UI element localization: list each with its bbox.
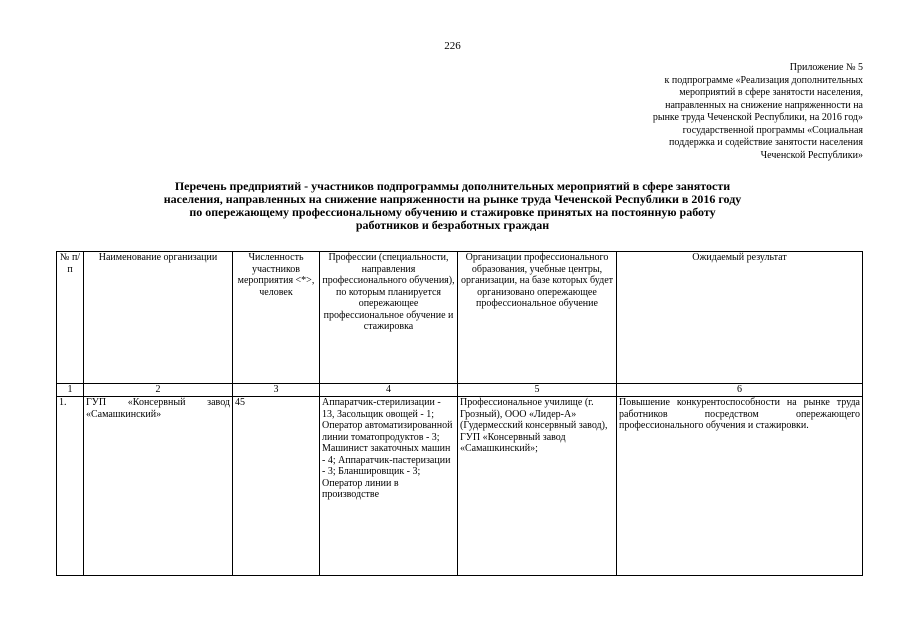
header-professions: Профессии (специальности, направления профессионального обучения), по которым планируется опережающее профессиональное обучение и стажировка xyxy=(320,252,458,384)
appendix-line: поддержка и содействие занятости населения xyxy=(669,137,863,148)
table-row xyxy=(57,397,863,576)
appendix-note xyxy=(563,62,863,162)
appendix-line: рынке труда Чеченской Республики, на 2016 год» xyxy=(652,112,863,123)
title-line: по опережающему профессиональному обучению и стажировке принятых на постоянную работу xyxy=(189,205,716,219)
professions-list: Аппаратчик-стерилизации - 13, Засольщик овощей - 1; Оператор автоматизированной линии томатопродуктов - 3; Машинист закаточных машин - 4; Аппаратчик-пастеризации - 3; Бланшировщик - 3; Оператор линии в производстве xyxy=(320,397,458,576)
title-line: работников и безработных граждан xyxy=(355,218,550,232)
appendix-line: к подпрограмме «Реализация дополнительных xyxy=(664,74,863,86)
title-line: населения, направленных на снижение напряженности на рынке труда Чеченской Республики в 2016 году xyxy=(163,192,742,206)
column-number: 4 xyxy=(320,384,458,397)
table-header-row xyxy=(57,252,863,384)
column-number: 3 xyxy=(233,384,320,397)
appendix-line: Приложение № 5 xyxy=(789,62,863,73)
title-line: Перечень предприятий - участников подпрограммы дополнительных мероприятий в сфере занятости xyxy=(174,179,731,193)
participants-count: 45 xyxy=(233,397,320,576)
organization-name: ГУП «Консервный завод «Самашкинский» xyxy=(84,397,233,576)
enterprises-table xyxy=(56,251,863,576)
appendix-line: направленных на снижение напряженности на xyxy=(665,99,863,111)
header-result: Ожидаемый результат xyxy=(617,252,863,384)
appendix-line: государственной программы «Социальная xyxy=(682,124,863,136)
document-title xyxy=(0,180,905,232)
expected-result: Повышение конкурентоспособности на рынке труда работников посредством опережающего профессионального обучения и стажировки. xyxy=(617,397,863,576)
header-number: № п/п xyxy=(57,252,84,384)
header-training-orgs: Организации профессионального образования, учебные центры, организации, на базе которых будет организовано опережающее профессиональное обучение xyxy=(458,252,617,384)
column-number: 1 xyxy=(57,384,84,397)
appendix-line: мероприятий в сфере занятости населения, xyxy=(679,87,863,98)
column-number: 5 xyxy=(458,384,617,397)
appendix-line: Чеченской Республики» xyxy=(760,149,863,161)
training-organizations: Профессиональное училище (г. Грозный), ООО «Лидер-А» (Гудермесский консервный завод), ГУП «Консервный завод «Самашкинский»; xyxy=(458,397,617,576)
header-participants: Численность участников мероприятия <*>, человек xyxy=(233,252,320,384)
row-number: 1. xyxy=(57,397,84,576)
column-number-row xyxy=(57,384,863,397)
column-number: 2 xyxy=(84,384,233,397)
header-organization: Наименование организации xyxy=(84,252,233,384)
column-number: 6 xyxy=(617,384,863,397)
page-number: 226 xyxy=(444,40,461,52)
